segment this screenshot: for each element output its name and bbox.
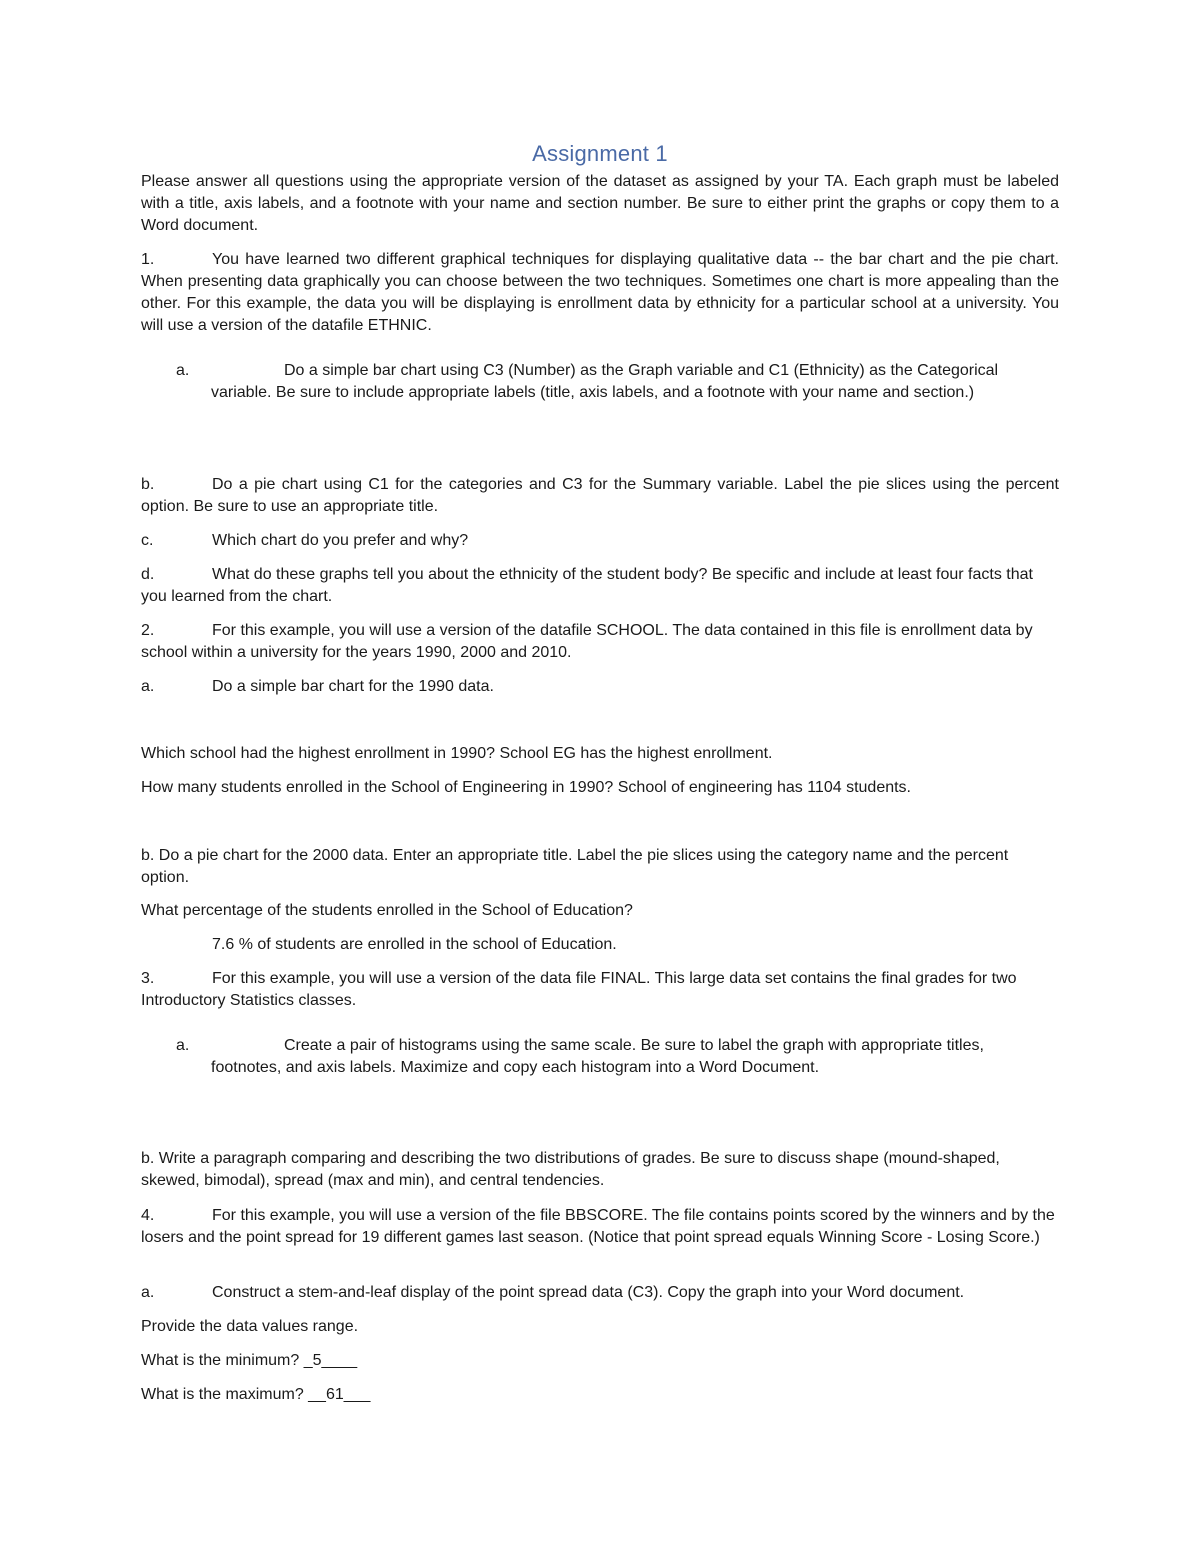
item-text-line2: footnotes, and axis labels. Maximize and copy each histogram into a Word Document. bbox=[211, 1059, 820, 1076]
item-text-line1: Do a simple bar chart using C3 (Number) as the Graph variable and C1 (Ethnicity) as the Categorical bbox=[284, 362, 999, 379]
education-answer: 7.6 % of students are enrolled in the school of Education. bbox=[212, 936, 617, 953]
question-number: 4. bbox=[141, 1207, 155, 1224]
education-question: What percentage of the students enrolled in the School of Education? bbox=[141, 902, 633, 919]
minimum-answer: What is the minimum? _5____ bbox=[141, 1352, 358, 1369]
question-1a bbox=[176, 360, 1059, 404]
question-text: For this example, you will use a version of the file BBSCORE. The file contains points scored by the winners and by the losers and the point spread for 19 different games last season. (Notice that point spread equals Winning Score - Losing Score.) bbox=[141, 1207, 1055, 1246]
question-1b bbox=[141, 474, 1059, 518]
item-text: Which chart do you prefer and why? bbox=[212, 532, 469, 549]
question-3 bbox=[141, 968, 1059, 1012]
question-number: 1. bbox=[141, 251, 155, 268]
item-text: Do a pie chart using C1 for the categories and C3 for the Summary variable. Label the pie slices using the percent option. Be sure to use an appropriate title. bbox=[141, 476, 1059, 515]
intro-paragraph: Please answer all questions using the appropriate version of the dataset as assigned by your TA. Each graph must be labeled with a title, axis labels, and a footnote with your name and section number. Be sure to either print the graphs or copy them to a Word document. bbox=[141, 173, 1059, 234]
question-number: 2. bbox=[141, 622, 155, 639]
item-text-line2: variable. Be sure to include appropriate labels (title, axis labels, and a footnote with your name and section.) bbox=[211, 384, 975, 401]
item-text: Do a simple bar chart for the 1990 data. bbox=[212, 678, 494, 695]
question-2a bbox=[141, 676, 1059, 698]
item-text: What do these graphs tell you about the ethnicity of the student body? Be specific and include at least four facts that you learned from the chart. bbox=[141, 566, 1033, 605]
answer-highest-enrollment: Which school had the highest enrollment in 1990? School EG has the highest enrollment. bbox=[141, 745, 773, 762]
question-text: You have learned two different graphical techniques for displaying qualitative data -- the bar chart and the pie chart. When presenting data graphically you can choose between the two techniques. Sometimes one chart is more appealing than the other. For this example, the data you will be displaying is enrollment data by ethnicity for a particular school at a university. You will use a version of the datafile ETHNIC. bbox=[141, 251, 1059, 334]
item-label: a. bbox=[141, 1284, 155, 1301]
item-label: b. bbox=[141, 476, 155, 493]
item-label: a. bbox=[141, 678, 155, 695]
question-number: 3. bbox=[141, 970, 155, 987]
answer-engineering-enrollment: How many students enrolled in the School of Engineering in 1990? School of engineering has 1104 students. bbox=[141, 779, 911, 796]
maximum-answer: What is the maximum? __61___ bbox=[141, 1386, 371, 1403]
item-label: a. bbox=[176, 1037, 190, 1054]
item-label: c. bbox=[141, 532, 154, 549]
range-prompt: Provide the data values range. bbox=[141, 1318, 359, 1335]
question-1 bbox=[141, 249, 1059, 337]
page-title: Assignment 1 bbox=[532, 141, 668, 166]
question-2b: b. Do a pie chart for the 2000 data. Enter an appropriate title. Label the pie slices using the category name and the percent option. bbox=[141, 847, 1009, 886]
question-1d bbox=[141, 564, 1059, 608]
item-text-line1: Create a pair of histograms using the same scale. Be sure to label the graph with appropriate titles, bbox=[284, 1037, 984, 1054]
question-3b: b. Write a paragraph comparing and describing the two distributions of grades. Be sure to discuss shape (mound-shaped, skewed, bimodal), spread (max and min), and central tendencies. bbox=[141, 1150, 1000, 1189]
question-1c bbox=[141, 530, 1059, 552]
question-text: For this example, you will use a version of the datafile SCHOOL. The data contained in this file is enrollment data by school within a university for the years 1990, 2000 and 2010. bbox=[141, 622, 1033, 661]
question-2 bbox=[141, 620, 1059, 664]
question-text: For this example, you will use a version of the data file FINAL. This large data set contains the final grades for two Introductory Statistics classes. bbox=[141, 970, 1017, 1009]
question-4 bbox=[141, 1205, 1059, 1249]
question-3a bbox=[176, 1035, 1059, 1079]
item-text: Construct a stem-and-leaf display of the point spread data (C3). Copy the graph into your Word document. bbox=[212, 1284, 965, 1301]
item-label: a. bbox=[176, 362, 190, 379]
item-label: d. bbox=[141, 566, 155, 583]
question-4a bbox=[141, 1282, 1059, 1304]
